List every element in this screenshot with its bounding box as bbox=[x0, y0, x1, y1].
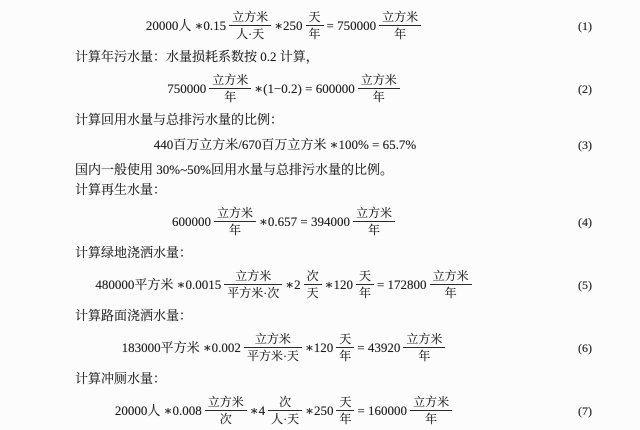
fraction-numerator: 天 bbox=[356, 269, 374, 285]
fraction bbox=[379, 10, 421, 41]
equation-text: 183000平方米 ∗0.002 bbox=[121, 339, 241, 355]
equation-text: = 750000 bbox=[326, 17, 377, 33]
equation-row bbox=[0, 332, 640, 363]
equation-number: (1) bbox=[578, 18, 592, 33]
equation-text: ∗0.657 = 394000 bbox=[259, 213, 350, 229]
document-page bbox=[0, 10, 640, 430]
fraction bbox=[214, 206, 256, 237]
fraction-numerator: 立方米 bbox=[214, 206, 256, 222]
equation-text: 20000人 ∗0.15 bbox=[145, 17, 227, 33]
fraction bbox=[336, 332, 354, 363]
equation-text: 600000 bbox=[172, 213, 212, 229]
fraction-numerator: 立方米 bbox=[379, 10, 421, 26]
fraction-denominator: 人·天 bbox=[236, 27, 265, 41]
fraction bbox=[356, 269, 374, 300]
paragraph-heading: 国内一般使用 30%~50%回用水量与总排污水量的比例。 bbox=[75, 162, 393, 177]
equation-content bbox=[95, 269, 474, 300]
paragraph-heading: 计算绿地浇洒水量： bbox=[75, 245, 193, 260]
equation-content bbox=[172, 206, 398, 237]
paragraph-heading: 计算冲厕水量： bbox=[75, 371, 167, 386]
fraction-denominator: 年 bbox=[339, 412, 352, 426]
fraction-numerator: 天 bbox=[336, 332, 354, 348]
paragraph-heading: 计算路面浇洒水量： bbox=[75, 308, 193, 323]
fraction bbox=[403, 332, 445, 363]
fraction bbox=[306, 10, 324, 41]
fraction-denominator: 年 bbox=[308, 27, 321, 41]
fraction-numerator: 次 bbox=[304, 269, 322, 285]
equation-text: = 160000 bbox=[357, 402, 408, 418]
equation-text: 20000人 ∗0.008 bbox=[114, 402, 202, 418]
equation-row bbox=[0, 206, 640, 237]
fraction-numerator: 次 bbox=[268, 395, 302, 411]
fraction bbox=[268, 395, 302, 426]
fraction-denominator: 年 bbox=[339, 349, 352, 363]
fraction-denominator: 年 bbox=[425, 412, 438, 426]
fraction bbox=[205, 395, 247, 426]
fraction bbox=[336, 395, 354, 426]
equation-content bbox=[122, 332, 449, 363]
fraction-denominator: 次 bbox=[219, 412, 232, 426]
fraction-numerator: 立方米 bbox=[430, 269, 472, 285]
equation-row bbox=[0, 10, 640, 41]
fraction-numerator: 立方米 bbox=[205, 395, 247, 411]
fraction-denominator: 年 bbox=[367, 223, 380, 237]
fraction-numerator: 立方米 bbox=[403, 332, 445, 348]
fraction-denominator: 平方米·次 bbox=[227, 286, 280, 300]
fraction-numerator: 天 bbox=[336, 395, 354, 411]
equation-text: ∗120 bbox=[304, 339, 334, 355]
fraction-denominator: 年 bbox=[418, 349, 431, 363]
fraction-denominator: 年 bbox=[224, 90, 237, 104]
equation-content bbox=[146, 10, 424, 41]
fraction bbox=[353, 206, 395, 237]
equation-row bbox=[0, 136, 640, 154]
equation-text: ∗120 bbox=[324, 276, 353, 292]
fraction-denominator: 年 bbox=[229, 223, 242, 237]
equation-row bbox=[0, 395, 640, 426]
equation-text: 440百万立方米/670百万立方米 ∗100% = 65.7% bbox=[153, 137, 417, 152]
fraction bbox=[209, 73, 251, 104]
paragraph-heading: 计算年污水量：水量损耗系数按 0.2 计算， bbox=[75, 49, 319, 64]
fraction-numerator: 立方米 bbox=[209, 73, 251, 89]
equation-content bbox=[154, 136, 416, 154]
equation-text: ∗2 bbox=[285, 276, 301, 292]
fraction bbox=[229, 10, 271, 41]
equation-text: 750000 bbox=[167, 80, 207, 96]
equation-number: (6) bbox=[578, 340, 592, 355]
fraction bbox=[304, 269, 322, 300]
fraction-numerator: 立方米 bbox=[410, 395, 452, 411]
fraction bbox=[430, 269, 472, 300]
fraction bbox=[358, 73, 400, 104]
fraction-numerator: 立方米 bbox=[244, 332, 302, 348]
fraction-numerator: 天 bbox=[306, 10, 324, 26]
equation-text: ∗4 bbox=[249, 402, 266, 418]
equation-row bbox=[0, 73, 640, 104]
equation-number: (3) bbox=[578, 138, 592, 152]
equation-content bbox=[167, 73, 402, 104]
fraction-denominator: 年 bbox=[372, 90, 385, 104]
equation-number: (5) bbox=[578, 277, 592, 292]
fraction bbox=[224, 269, 282, 300]
equation-row bbox=[0, 269, 640, 300]
fraction-denominator: 人·天 bbox=[271, 412, 300, 426]
paragraph-heading: 计算再生水量： bbox=[75, 182, 167, 197]
equation-text: 480000平方米 ∗0.0015 bbox=[95, 276, 222, 292]
paragraph-heading: 计算回用水量与总排污水量的比例： bbox=[75, 112, 284, 127]
fraction-denominator: 年 bbox=[394, 27, 407, 41]
equation-text: ∗(1−0.2) = 600000 bbox=[254, 80, 355, 96]
fraction-denominator: 天 bbox=[306, 286, 319, 300]
equation-content bbox=[115, 395, 455, 426]
fraction-denominator: 年 bbox=[444, 286, 457, 300]
fraction-numerator: 立方米 bbox=[224, 269, 282, 285]
fraction-numerator: 立方米 bbox=[353, 206, 395, 222]
fraction-denominator: 年 bbox=[358, 286, 371, 300]
equation-text: ∗250 bbox=[305, 402, 334, 418]
equation-text: ∗250 bbox=[274, 17, 303, 33]
fraction bbox=[410, 395, 452, 426]
equation-text: = 172800 bbox=[376, 276, 427, 292]
fraction-denominator: 平方米·天 bbox=[246, 349, 299, 363]
fraction-numerator: 立方米 bbox=[229, 10, 271, 26]
equation-text: = 43920 bbox=[357, 339, 401, 355]
fraction bbox=[244, 332, 302, 363]
equation-number: (7) bbox=[578, 403, 592, 418]
fraction-numerator: 立方米 bbox=[358, 73, 400, 89]
equation-number: (2) bbox=[578, 81, 592, 96]
equation-number: (4) bbox=[578, 214, 592, 229]
